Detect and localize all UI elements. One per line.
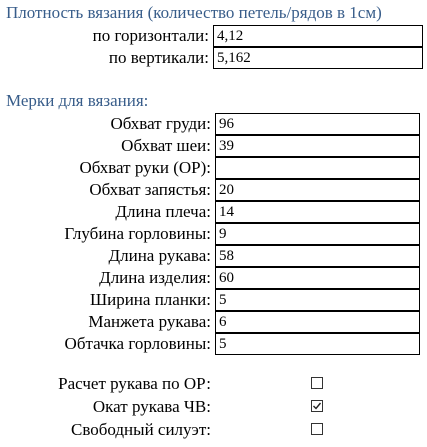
measurement-row-sleeve-cuff — [0, 311, 427, 333]
measurement-row-sleeve-length — [0, 245, 427, 267]
option-row-sleeve-cap — [0, 396, 427, 418]
shoulder-input[interactable]: 14 — [215, 201, 420, 223]
garment-length-label: Длина изделия: — [99, 268, 211, 287]
checkmark-icon — [312, 401, 322, 411]
chest-input[interactable]: 96 — [215, 113, 420, 135]
density-vertical-label: по вертикали: — [108, 48, 209, 67]
density-vertical-input[interactable]: 5,162 — [213, 47, 423, 69]
wrist-input[interactable]: 20 — [215, 179, 420, 201]
sleeve-length-input[interactable]: 58 — [215, 245, 420, 267]
measurements-section-title: Мерки для вязания: — [6, 91, 149, 110]
garment-length-input[interactable]: 60 — [215, 267, 420, 289]
option-row-loose-silhouette — [0, 419, 427, 441]
density-horizontal-input[interactable]: 4,12 — [213, 25, 423, 47]
sleeve-length-label: Длина рукава: — [108, 246, 211, 265]
loose-silhouette-checkbox[interactable] — [311, 423, 323, 435]
sleeve-cuff-label: Манжета рукава: — [88, 312, 211, 331]
measurement-row-chest — [0, 113, 427, 135]
sleeve-cap-checkbox[interactable] — [311, 400, 323, 412]
density-horizontal-row — [0, 25, 427, 47]
neckline-binding-label: Обтачка горловины: — [64, 334, 211, 353]
shoulder-label: Длина плеча: — [115, 202, 211, 221]
neck-input[interactable]: 39 — [215, 135, 420, 157]
measurement-row-shoulder — [0, 201, 427, 223]
sleeve-cuff-input[interactable]: 6 — [215, 311, 420, 333]
sleeve-by-arm-label: Расчет рукава по ОР: — [58, 374, 211, 393]
neckline-binding-input[interactable]: 5 — [215, 333, 420, 355]
neck-label: Обхват шеи: — [121, 136, 211, 155]
arm-label: Обхват руки (ОР): — [79, 158, 211, 177]
wrist-label: Обхват запястья: — [89, 180, 211, 199]
density-horizontal-label: по горизонтали: — [92, 26, 209, 45]
measurement-row-garment-length — [0, 267, 427, 289]
measurement-row-placket-width — [0, 289, 427, 311]
placket-width-label: Ширина планки: — [89, 290, 211, 309]
sleeve-by-arm-checkbox[interactable] — [311, 377, 323, 389]
chest-label: Обхват груди: — [110, 114, 211, 133]
placket-width-input[interactable]: 5 — [215, 289, 420, 311]
measurement-row-arm — [0, 157, 427, 179]
measurement-row-neck — [0, 135, 427, 157]
option-row-sleeve-by-arm — [0, 373, 427, 395]
density-vertical-row — [0, 47, 427, 69]
arm-input[interactable] — [215, 157, 420, 179]
sleeve-cap-label: Окат рукава ЧВ: — [92, 397, 211, 416]
neckline-depth-label: Глубина горловины: — [64, 224, 211, 243]
measurement-row-neckline-depth — [0, 223, 427, 245]
measurement-row-neckline-binding — [0, 333, 427, 355]
density-section-title: Плотность вязания (количество петель/рядов в 1см) — [6, 3, 382, 22]
loose-silhouette-label: Свободный силуэт: — [70, 420, 211, 439]
measurement-row-wrist — [0, 179, 427, 201]
neckline-depth-input[interactable]: 9 — [215, 223, 420, 245]
